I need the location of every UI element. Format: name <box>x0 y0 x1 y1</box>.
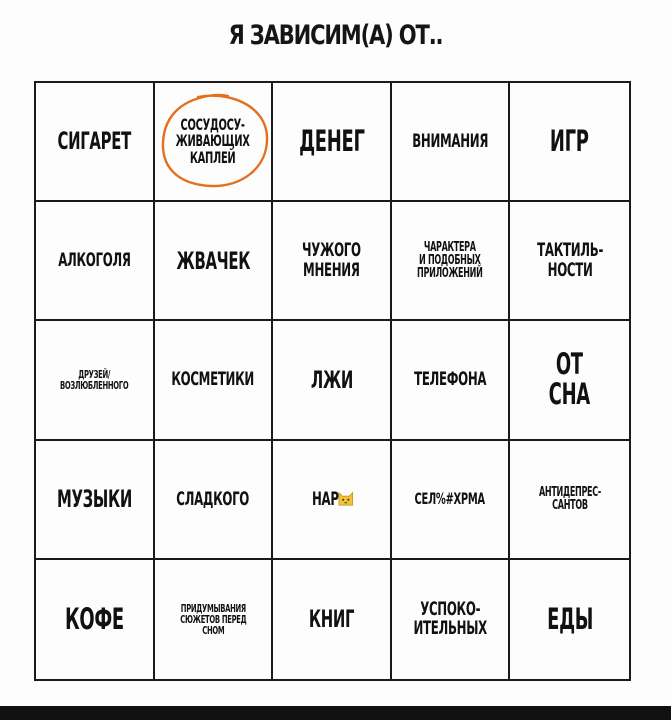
cell-label: КОСМЕТИКИ <box>171 368 255 391</box>
cell-label: ЖВАЧЕК <box>176 246 250 275</box>
bingo-cell[interactable] <box>510 560 629 679</box>
bingo-cell[interactable] <box>36 441 155 560</box>
cell-label: АНТИДЕПРЕС- САНТОВ <box>538 484 601 514</box>
bingo-cell[interactable] <box>155 441 274 560</box>
bingo-grid <box>34 81 631 681</box>
cell-label: СИГАРЕТ <box>57 127 132 156</box>
cat-face-icon <box>337 489 354 506</box>
bingo-cell[interactable] <box>392 321 511 440</box>
bingo-cell[interactable] <box>273 441 392 560</box>
bingo-cell[interactable] <box>36 560 155 679</box>
cell-label-wrap <box>312 489 351 509</box>
cell-label: ЕДЫ <box>546 601 593 636</box>
cell-label: КНИГ <box>308 605 355 634</box>
cell-label: ЧАРАКТЕРА И ПОДОБНЫХ ПРИЛОЖЕНИЙ <box>417 239 483 282</box>
cell-label: КОФЕ <box>64 601 124 636</box>
bingo-cell[interactable] <box>392 202 511 321</box>
bingo-cell[interactable] <box>36 321 155 440</box>
cell-label: ЛЖИ <box>310 365 353 394</box>
bingo-cell[interactable] <box>392 560 511 679</box>
bottom-bar <box>0 706 671 720</box>
bingo-cell[interactable] <box>392 83 511 202</box>
bingo-cell[interactable] <box>510 202 629 321</box>
bingo-cell[interactable] <box>273 560 392 679</box>
bingo-cell[interactable] <box>510 441 629 560</box>
cell-label: ТЕЛЕФОНА <box>414 368 487 391</box>
cell-label: АЛКОГОЛЯ <box>58 249 131 272</box>
cell-label: МУЗЫКИ <box>56 484 132 513</box>
bingo-cell[interactable] <box>273 321 392 440</box>
cell-label: ЧУЖОГО МНЕНИЯ <box>302 239 361 281</box>
cell-label: СЛАДКОГО <box>176 487 250 510</box>
bingo-cell[interactable] <box>155 202 274 321</box>
bingo-cell[interactable] <box>155 560 274 679</box>
cell-label: УСПОКО- ИТЕЛЬНЫХ <box>413 598 487 640</box>
bingo-cell[interactable] <box>510 321 629 440</box>
bingo-cell[interactable] <box>36 83 155 202</box>
cell-label: ВНИМАНИЯ <box>412 129 489 152</box>
cell-label: ДЕНЕГ <box>298 123 365 158</box>
cell-label: ДРУЗЕЙ/ ВОЗЛЮБЛЕННОГО <box>60 367 129 392</box>
cell-label: СЕЛ%#ХРМА <box>414 489 486 509</box>
bingo-cell[interactable] <box>510 83 629 202</box>
bingo-cell[interactable] <box>392 441 511 560</box>
page-title: Я ЗАВИСИМ(А) ОТ.. <box>228 20 443 51</box>
bingo-cell[interactable] <box>273 202 392 321</box>
cell-label: ИГР <box>550 123 590 158</box>
bingo-cell[interactable] <box>155 321 274 440</box>
bingo-cell[interactable] <box>36 202 155 321</box>
cat-face-icon-wrap <box>335 489 354 509</box>
cell-label: НАР <box>311 487 339 510</box>
bingo-cell[interactable] <box>155 83 274 202</box>
cell-label: СОСУДОСУ- ЖИВАЮЩИХ КАПЛЕЙ <box>175 115 250 167</box>
cell-label: ПРИДУМЫВАНИЯ СЮЖЕТОВ ПЕРЕД СНОМ <box>179 601 246 637</box>
cell-label: ТАКТИЛЬ- НОСТИ <box>536 239 603 281</box>
bingo-cell[interactable] <box>273 83 392 202</box>
cell-label: ОТ СНА <box>549 347 591 411</box>
